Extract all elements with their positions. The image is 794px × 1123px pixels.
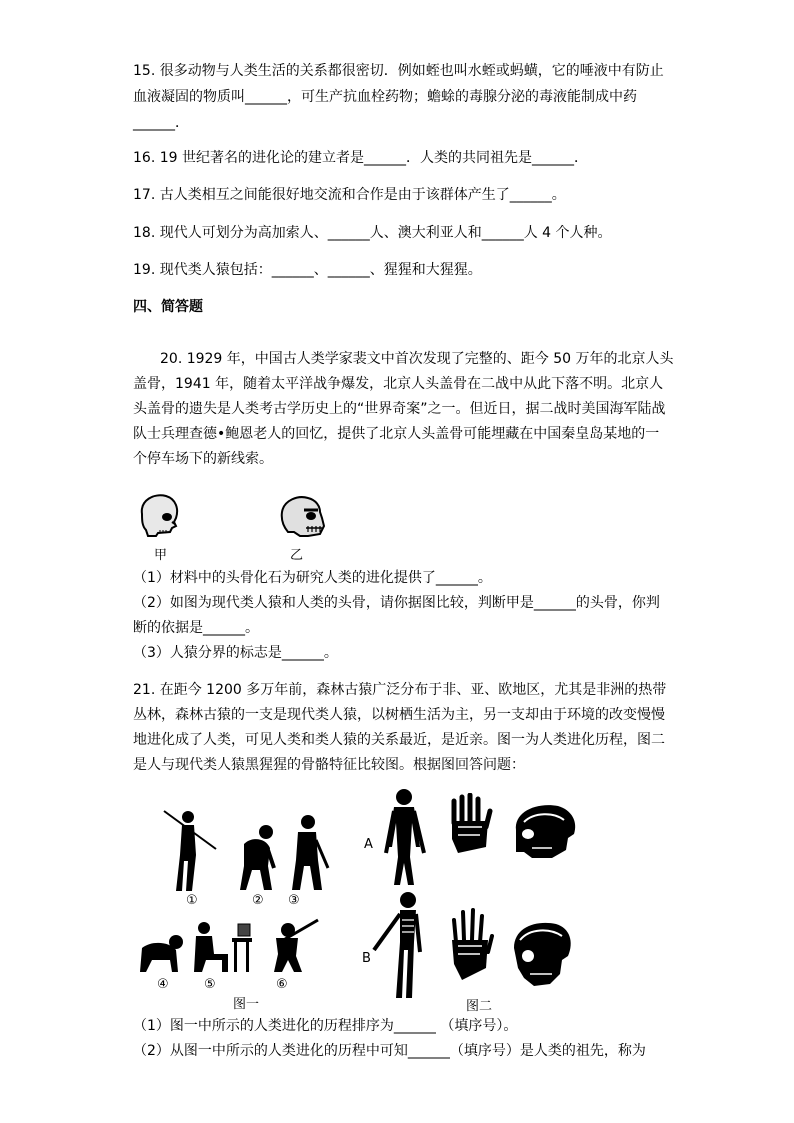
q21-sub1: （1）图一中所示的人类进化的历程排序为______ （填序号）。	[133, 1018, 518, 1034]
q20-para-line5: 个停车场下的新线索。	[133, 451, 273, 467]
label-n5: ⑤	[204, 977, 216, 992]
label-A: A	[364, 837, 373, 852]
label-n6: ⑥	[276, 977, 288, 992]
figure1-caption: 图一	[233, 997, 260, 1012]
q15-line1: 15. 很多动物与人类生活的关系都很密切．例如蛭也叫水蛭或蚂蟥，它的唾液中有防止	[133, 63, 664, 79]
q21-sub2: （2）从图一中所示的人类进化的历程中可知______（填序号）是人类的祖先，称为	[133, 1043, 646, 1059]
skull-yi-image	[278, 492, 328, 540]
label-n2: ②	[252, 893, 264, 908]
label-n1: ①	[186, 893, 198, 908]
q20-para-line3: 头盖骨的遗失是人类考古学历史上的“世界奇案”之一。但近日，据二战时美国海军陆战	[133, 401, 666, 417]
figure2-chimp-hand-image	[446, 793, 494, 857]
q20-para-line4: 队士兵理查德•鲍恩老人的回忆，提供了北京人头盖骨可能埋藏在中国秦皇岛某地的一	[133, 426, 660, 442]
label-n3: ③	[288, 893, 300, 908]
figure2-caption: 图二	[466, 999, 493, 1014]
q17-text: 17. 古人类相互之间能很好地交流和合作是由于该群体产生了______。	[133, 187, 566, 203]
label-yi: 乙	[290, 548, 304, 563]
skull-jia-image	[136, 492, 180, 540]
figure1-evolution-3-image	[284, 812, 332, 892]
q21-para-line1: 21. 在距今 1200 多万年前，森林古猿广泛分布于非、亚、欧地区，尤其是非洲的热带	[133, 682, 667, 698]
figure2-chimp-skull-image	[506, 800, 580, 862]
q19-text: 19. 现代类人猿包括：______、______、猩猩和大猩猩。	[133, 262, 482, 278]
label-n4: ④	[157, 977, 169, 992]
section-heading: 四、简答题	[133, 299, 203, 315]
figure1-evolution-6-image	[262, 918, 320, 974]
q15-line2: 血液凝固的物质叫______，可生产抗血栓药物；蟾蜍的毒腺分泌的毒液能制成中药	[133, 89, 637, 105]
q20-para-line2: 盖骨，1941 年，随着太平洋战争爆发，北京人头盖骨在二战中从此下落不明。北京人	[133, 376, 664, 392]
figure2-human-skull-image	[506, 918, 576, 990]
figure1-evolution-5-image	[188, 920, 258, 974]
label-B: B	[362, 951, 371, 966]
figure2-chimp-skeleton-image	[380, 787, 436, 889]
figure1-evolution-1-image	[160, 805, 220, 893]
q18-text: 18. 现代人可划分为高加索人、______人、澳大利亚人和______人 4 个人种。	[133, 225, 612, 241]
q16-text: 16. 19 世纪著名的进化论的建立者是______．人类的共同祖先是______．	[133, 150, 588, 166]
figure2-human-skeleton-image	[370, 890, 428, 1000]
q20-para-line1: 20. 1929 年，中国古人类学家裴文中首次发现了完整的、距今 50 万年的北京人头	[160, 351, 674, 367]
label-jia: 甲	[154, 548, 168, 563]
q20-sub2-line2: 断的依据是______。	[133, 620, 259, 636]
figure1-evolution-4-image	[136, 932, 188, 974]
q20-sub1: （1）材料中的头骨化石为研究人类的进化提供了______。	[133, 570, 492, 586]
figure2-human-hand-image	[446, 908, 494, 982]
q15-line3: ______．	[133, 115, 189, 131]
q21-para-line2: 丛林，森林古猿的一支是现代类人猿，以树栖生活为主，另一支却由于环境的改变慢慢	[133, 707, 665, 723]
q20-sub3: （3）人猿分界的标志是______。	[133, 645, 338, 661]
q20-sub2-line1: （2）如图为现代类人猿和人类的头骨，请你据图比较，判断甲是______的头骨，你判	[133, 595, 660, 611]
figure1-evolution-2-image	[234, 822, 284, 892]
q21-para-line3: 地进化成了人类，可见人类和类人猿的关系最近，是近亲。图一为人类进化历程，图二	[133, 732, 665, 748]
q21-para-line4: 是人与现代类人猿黑猩猩的骨骼特征比较图。根据图回答问题：	[133, 757, 525, 773]
